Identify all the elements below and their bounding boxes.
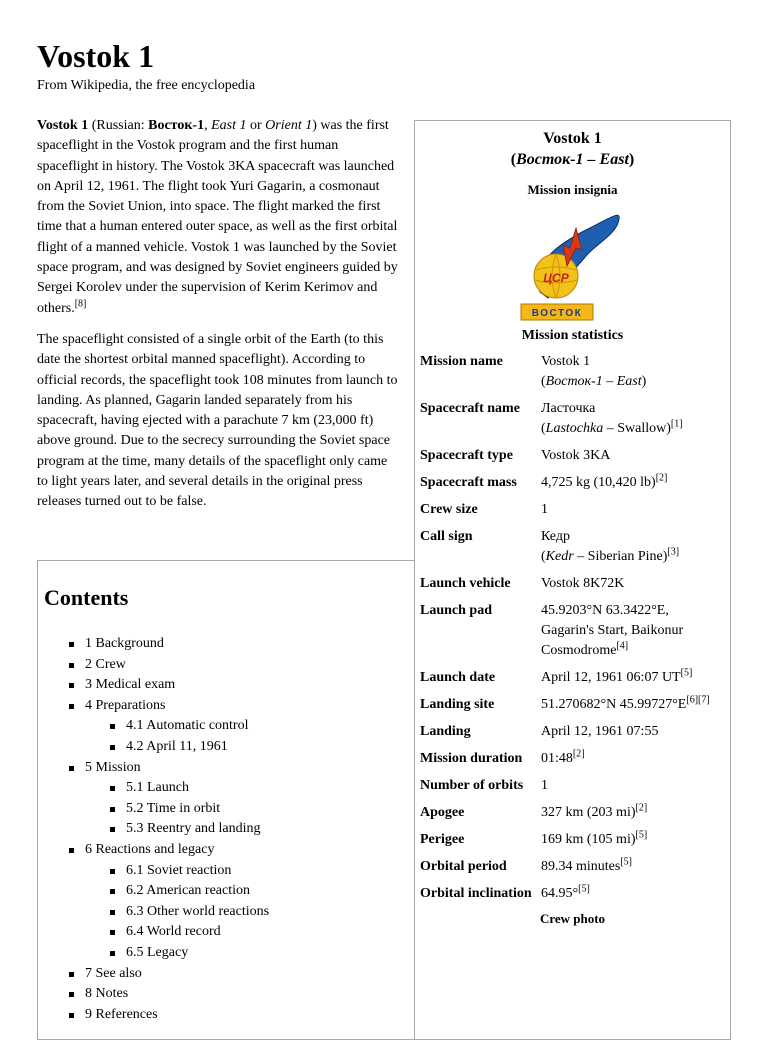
row-orbital-period [415,857,730,877]
paren: ( [541,421,546,436]
value-line: Кедр [541,529,570,544]
toc-link[interactable]: 5.3 Reentry and landing [126,821,261,837]
row-label: Apogee [420,805,465,820]
toc-link[interactable]: 9 References [85,1006,158,1022]
value-text: 01:48 [541,751,573,766]
russian-name: Восток-1 [148,118,205,133]
citation-link[interactable]: [2] [655,472,668,484]
citation-link[interactable]: [3] [667,546,680,558]
bullet-icon [110,724,115,729]
value-line [541,372,724,392]
value-text[interactable]: Cosmodrome [541,643,617,658]
value-line: Ласточка [541,401,596,416]
row-label: Call sign [420,529,473,544]
toc-subitem[interactable] [38,778,269,799]
row-crew-size [415,500,730,520]
toc-link[interactable]: 5.1 Launch [126,780,189,796]
citation-link[interactable]: [4] [616,640,629,652]
toc-link[interactable]: 4 Preparations [85,697,166,713]
citation-link[interactable]: [5] [680,667,693,679]
row-label: Number of orbits [420,778,524,793]
toc-link[interactable]: 6.5 Legacy [126,944,189,960]
row-spacecraft-name [415,399,730,439]
infobox [414,120,731,1040]
value-line [541,641,724,661]
row-label: Launch vehicle [420,576,511,591]
row-label: Landing [420,724,471,739]
alt-name-orient: Orient 1 [265,118,313,133]
bullet-icon [110,889,115,894]
mission-insignia-image[interactable] [518,204,628,324]
value-line[interactable]: Gagarin's Start, Baikonur [541,623,684,638]
toc-subitem[interactable] [38,799,269,820]
row-spacecraft-type [415,446,730,466]
intro-text: or [246,118,266,133]
paren: ) [641,374,647,389]
row-value [541,749,730,769]
row-value [541,527,730,567]
toc-item[interactable] [38,1005,269,1026]
row-number-of-orbits [415,776,730,796]
toc-link[interactable]: 6 Reactions and legacy [85,841,215,857]
bullet-icon [110,951,115,956]
row-value [541,399,730,439]
value-text: – Siberian Pine) [573,549,668,564]
citation-link[interactable]: [5] [620,856,633,868]
row-label: Crew size [420,502,478,517]
toc-link[interactable]: 6.1 Soviet reaction [126,862,232,878]
row-label: Spacecraft name [420,401,520,416]
intro-text: ) was the first spaceflight in the Vostok program and the first human spaceflight in history. The Vostok 3KA spacecraft was launched on April 12, 1961. The flight took Yuri Gagarin, a cosmonaut from the Soviet Union, into space. The flight marked the first time that a human entered outer space, as well as the first orbital flight of a manned vehicle. Vostok 1 was launched by the Soviet space program, and was designed by Soviet engineers guided by Sergei Korolev under the supervision of Kerim Kerimov and others. [37,118,398,316]
row-value [541,601,730,661]
paren: ) [628,151,635,168]
toc-list [38,634,269,1025]
citation-link[interactable]: [2] [572,748,585,760]
bullet-icon [110,786,115,791]
bullet-icon [69,766,74,771]
value-text: 169 km (105 mi) [541,832,636,847]
bullet-icon [110,745,115,750]
row-value [541,830,730,850]
row-call-sign [415,527,730,567]
row-perigee [415,830,730,850]
row-label: Orbital period [420,859,507,874]
row-apogee [415,803,730,823]
row-value [541,473,730,493]
bullet-icon [69,972,74,977]
intro-paragraph-1 [37,116,399,319]
toc-link[interactable]: 5 Mission [85,759,141,775]
row-landing [415,722,730,742]
infobox-rows [415,352,730,904]
row-label: Mission name [420,354,503,369]
row-spacecraft-mass [415,473,730,493]
toc-item[interactable] [38,655,269,676]
citation-link[interactable]: [1] [670,418,683,430]
stats-caption: Mission statistics [521,328,624,343]
toc-item[interactable] [38,696,269,717]
lead-term: Vostok 1 [37,118,89,133]
row-label: Spacecraft type [420,448,513,463]
infobox-subtitle-italic: Восток-1 – East [516,151,629,168]
toc-subitem[interactable] [38,716,269,737]
toc-subitem[interactable] [38,881,269,902]
row-value [541,668,730,688]
toc-link[interactable]: 6.3 Other world reactions [126,903,270,919]
toc-link[interactable]: 3 Medical exam [85,677,176,693]
bullet-icon [110,827,115,832]
toc-link[interactable]: 2 Crew [85,656,126,672]
toc-link[interactable]: 1 Background [85,636,164,651]
row-value: 1 [541,778,548,793]
paren: ( [510,151,517,168]
toc-subitem[interactable] [38,819,269,840]
row-label: Perigee [420,832,465,847]
citation-link[interactable]: [6][7] [686,694,710,706]
bullet-icon [69,848,74,853]
value-line[interactable]: 45.9203°N 63.3422°E, [541,603,669,618]
row-launch-pad [415,601,730,661]
row-value: 1 [541,502,548,517]
value-italic: Kedr [545,549,574,564]
table-of-contents [37,560,414,1040]
crew-photo-caption: Crew photo [539,911,606,926]
paren: ( [541,549,546,564]
bullet-icon [69,704,74,709]
row-launch-vehicle [415,574,730,594]
insignia-emblem-letters: ЦСР [542,271,569,285]
bullet-icon [69,992,74,997]
value-text: 64.95° [541,886,579,901]
intro-text: , [204,118,212,133]
toc-subitem[interactable] [38,922,269,943]
infobox-title-main: Vostok 1 [543,130,602,147]
row-value [541,857,730,877]
bullet-icon [110,807,115,812]
value-line: Vostok 1 [541,354,591,369]
value-text[interactable]: 51.270682°N 45.99727°E [541,697,687,712]
insignia-banner-text: ВОСТОК [531,308,582,319]
row-label: Orbital inclination [420,886,532,901]
bullet-icon [69,683,74,688]
intro-paragraph-2: The spaceflight consisted of a single orbit of the Earth (to this date the shortest orbital manned spaceflight). According to official records, the spaceflight took 108 minutes from launch to landing. As planned, Gagarin landed separately from his spacecraft, having ejected with a parachute 7 km (23,000 ft) above ground. Due to the secrecy surrounding the Soviet space program at the time, many details of the spaceflight only came to light years later, and several details in the original press releases turned out to be false. [37,331,398,510]
row-label: Landing site [420,697,495,712]
value-text: 327 km (203 mi) [541,805,636,820]
toc-link[interactable]: 7 See also [85,965,142,981]
article-tagline: From Wikipedia, the free encyclopedia [37,78,256,93]
citation-link[interactable]: [5] [578,883,590,895]
toc-item[interactable] [38,634,269,655]
toc-link[interactable]: 4.1 Automatic control [126,718,249,734]
bullet-icon [110,869,115,874]
insignia-caption: Mission insignia [527,182,618,197]
bullet-icon [110,910,115,915]
toc-item[interactable] [38,984,269,1005]
value-text: – Swallow) [603,421,671,436]
intro-text: (Russian: [88,118,149,133]
toc-link[interactable]: 8 Notes [85,986,129,1002]
toc-item[interactable] [38,964,269,985]
infobox-title [415,128,730,170]
toc-title: Contents [44,585,129,610]
toc-subitem[interactable] [38,902,269,923]
bullet-icon [69,1013,74,1018]
row-value [541,695,730,715]
bullet-icon [69,663,74,668]
toc-link[interactable]: 5.2 Time in orbit [126,800,221,816]
toc-subitem[interactable] [38,737,269,758]
citation-link[interactable]: [8] [74,298,87,310]
toc-subitem[interactable] [38,861,269,882]
value-text: April 12, 1961 06:07 UT [541,670,681,685]
toc-link[interactable]: 6.2 American reaction [126,883,251,899]
value-italic: Восток-1 – East [545,374,642,389]
bullet-icon [69,642,74,647]
row-label: Launch date [420,670,496,685]
toc-link[interactable]: 4.2 April 11, 1961 [126,738,228,754]
row-label: Mission duration [420,751,523,766]
citation-link[interactable]: [5] [635,829,648,841]
row-value[interactable]: Vostok 8K72K [541,576,625,591]
article-title: Vostok 1 [37,38,155,74]
citation-link[interactable]: [2] [635,802,648,814]
toc-item[interactable] [38,675,269,696]
row-value: April 12, 1961 07:55 [541,724,659,739]
article-intro [37,116,399,524]
value-italic: Lastochka [545,421,604,436]
infobox-subtitle [415,149,730,170]
row-launch-date [415,668,730,688]
row-landing-site [415,695,730,715]
row-value[interactable]: Vostok 3KA [541,448,611,463]
value-line [541,547,724,567]
value-line [541,419,724,439]
toc-item[interactable] [38,758,269,779]
row-orbital-inclination [415,884,730,904]
value-text: 89.34 minutes [541,859,621,874]
alt-name-east: East 1 [211,118,247,133]
toc-subitem[interactable] [38,943,269,964]
toc-item[interactable] [38,840,269,861]
row-mission-duration [415,749,730,769]
row-mission-name [415,352,730,392]
paren: ( [541,374,546,389]
bullet-icon [110,930,115,935]
row-value [541,884,730,904]
row-label: Spacecraft mass [420,475,517,490]
row-value [541,803,730,823]
row-value [541,352,730,392]
row-label: Launch pad [420,603,492,618]
toc-link[interactable]: 6.4 World record [126,924,221,940]
value-text: 4,725 kg (10,420 lb) [541,475,656,490]
